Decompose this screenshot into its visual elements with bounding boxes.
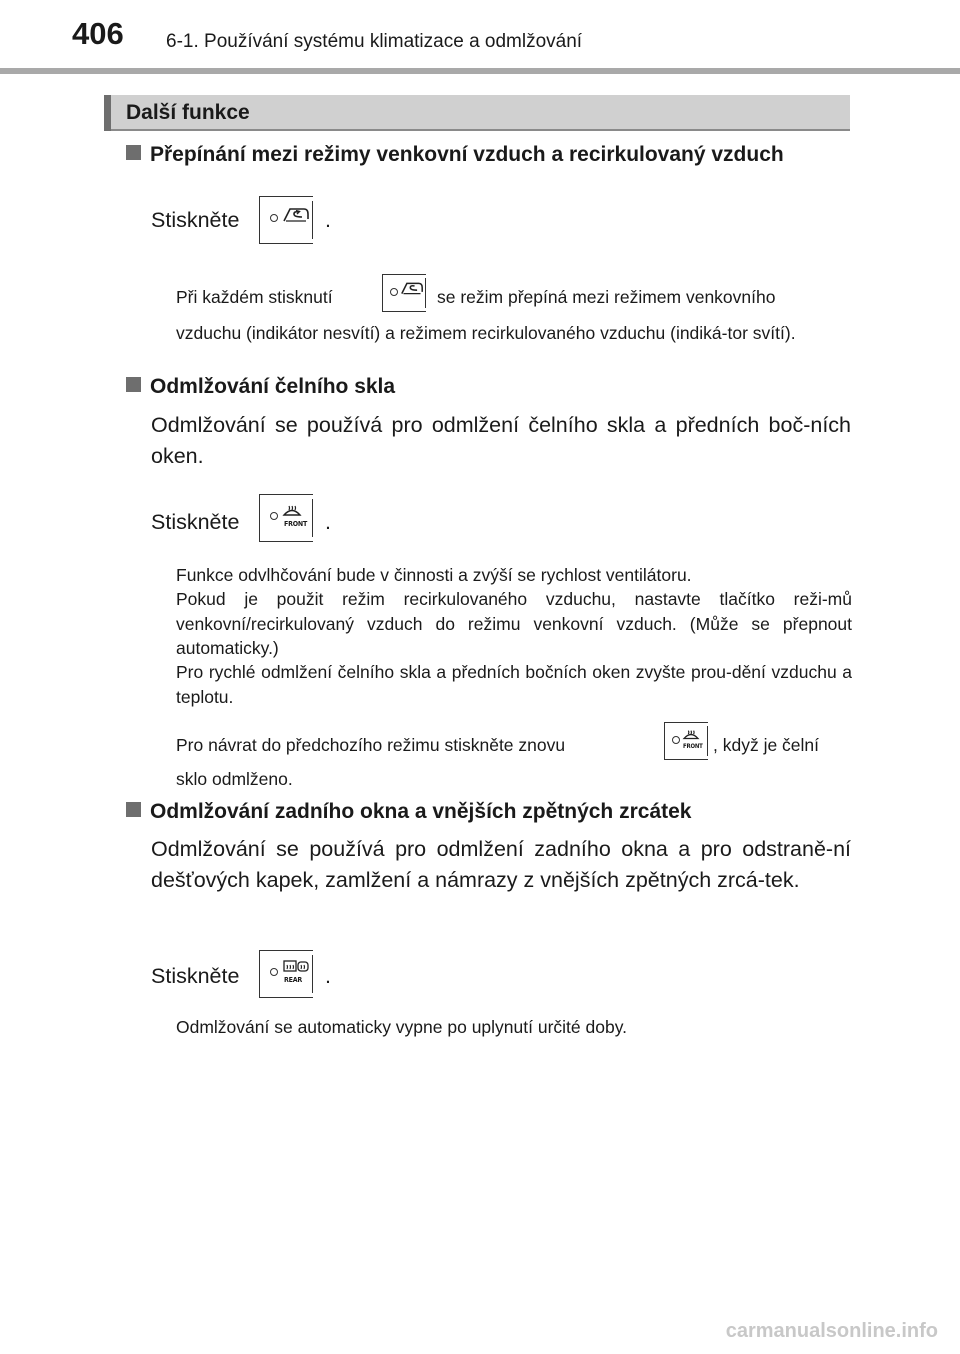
rear-press-label: Stiskněte [151,964,240,988]
front-defroster-icon [282,503,302,519]
rear-body: Odmlžování se používá pro odmlžení zadního okna a pro odstraně-ní dešťových kapek, zamlžení a námrazy z vnějších zpětných zrcá-tek. [151,837,851,892]
recirc-period: . [325,208,331,232]
windshield-heading [126,375,395,399]
front-defrost-button-inline [664,722,708,760]
windshield-note-4-before: Pro návrat do předchozího režimu stiskněte znovu [176,735,566,755]
windshield-note-2: Pokud je použit režim recirkulovaného vzduchu, nastavte tlačítko reži-mů venkovní/recirkulovaný vzduch do režimu venkovní vzduch. (Může se přepnout automaticky.) [176,589,852,658]
page-header [0,0,960,80]
section-title: Další funkce [126,101,250,124]
front-button-label: FRONT [683,743,703,750]
section-bar-accent [104,95,111,131]
windshield-body: Odmlžování se používá pro odmlžení čelního skla a předních boč-ních oken. [151,413,851,468]
recirc-press-line [151,208,239,233]
rear-button-label: REAR [284,976,303,984]
air-recirculation-icon [282,205,310,225]
windshield-note-4-after: , když je čelní [713,735,820,755]
indicator-led [270,968,278,976]
header-rule [0,68,960,74]
rear-heading [126,800,691,824]
front-defroster-icon [682,728,700,742]
section-bar [104,95,850,131]
windshield-press-line [151,510,239,535]
rear-heading-text: Odmlžování zadního okna a vnějších zpětných zrcátek [150,800,692,823]
recirc-note-rest: vzduchu (indikátor nesvítí) a režimem recirkulovaného vzduchu (indiká-tor svítí). [176,323,796,343]
windshield-note-1: Funkce odvlhčování bude v činnosti a zvýší se rychlost ventilátoru. [176,565,692,585]
indicator-led [270,214,278,222]
rear-defog-button[interactable] [259,950,313,998]
recirc-button-inline [382,274,426,312]
recirc-press-label: Stiskněte [151,208,240,232]
heading-square-icon [126,802,141,817]
watermark-text: carmanualsonline.info [725,1320,938,1342]
indicator-led [672,736,680,744]
windshield-note-4-rest: sklo odmlženo. [176,769,293,789]
recirc-button[interactable] [259,196,313,244]
page-number: 406 [72,16,124,51]
front-button-label: FRONT [284,520,308,528]
recirc-note-before: Při každém stisknutí [176,287,333,307]
windshield-period: . [325,510,331,534]
heading-square-icon [126,145,141,160]
front-defrost-button[interactable] [259,494,313,542]
rear-press-line [151,964,239,989]
chapter-title: 6-1. Používání systému klimatizace a odmlžování [166,31,583,52]
recirc-heading-text: Přepínání mezi režimy venkovní vzduch a recirkulovaný vzduch [150,143,784,166]
indicator-led [270,512,278,520]
heading-square-icon [126,377,141,392]
windshield-press-label: Stiskněte [151,510,240,534]
rear-defogger-icon [282,959,310,975]
recirc-note-after: se režim přepíná mezi režimem venkovního [437,287,776,307]
air-recirculation-icon [400,280,424,297]
rear-note: Odmlžování se automaticky vypne po uplynutí určité doby. [176,1017,628,1037]
windshield-heading-text: Odmlžování čelního skla [150,375,396,398]
indicator-led [390,288,398,296]
rear-period: . [325,964,331,988]
windshield-note-3: Pro rychlé odmlžení čelního skla a předních bočních oken zvyšte prou-dění vzduchu a teplotu. [176,662,852,707]
recirc-heading [126,143,784,167]
